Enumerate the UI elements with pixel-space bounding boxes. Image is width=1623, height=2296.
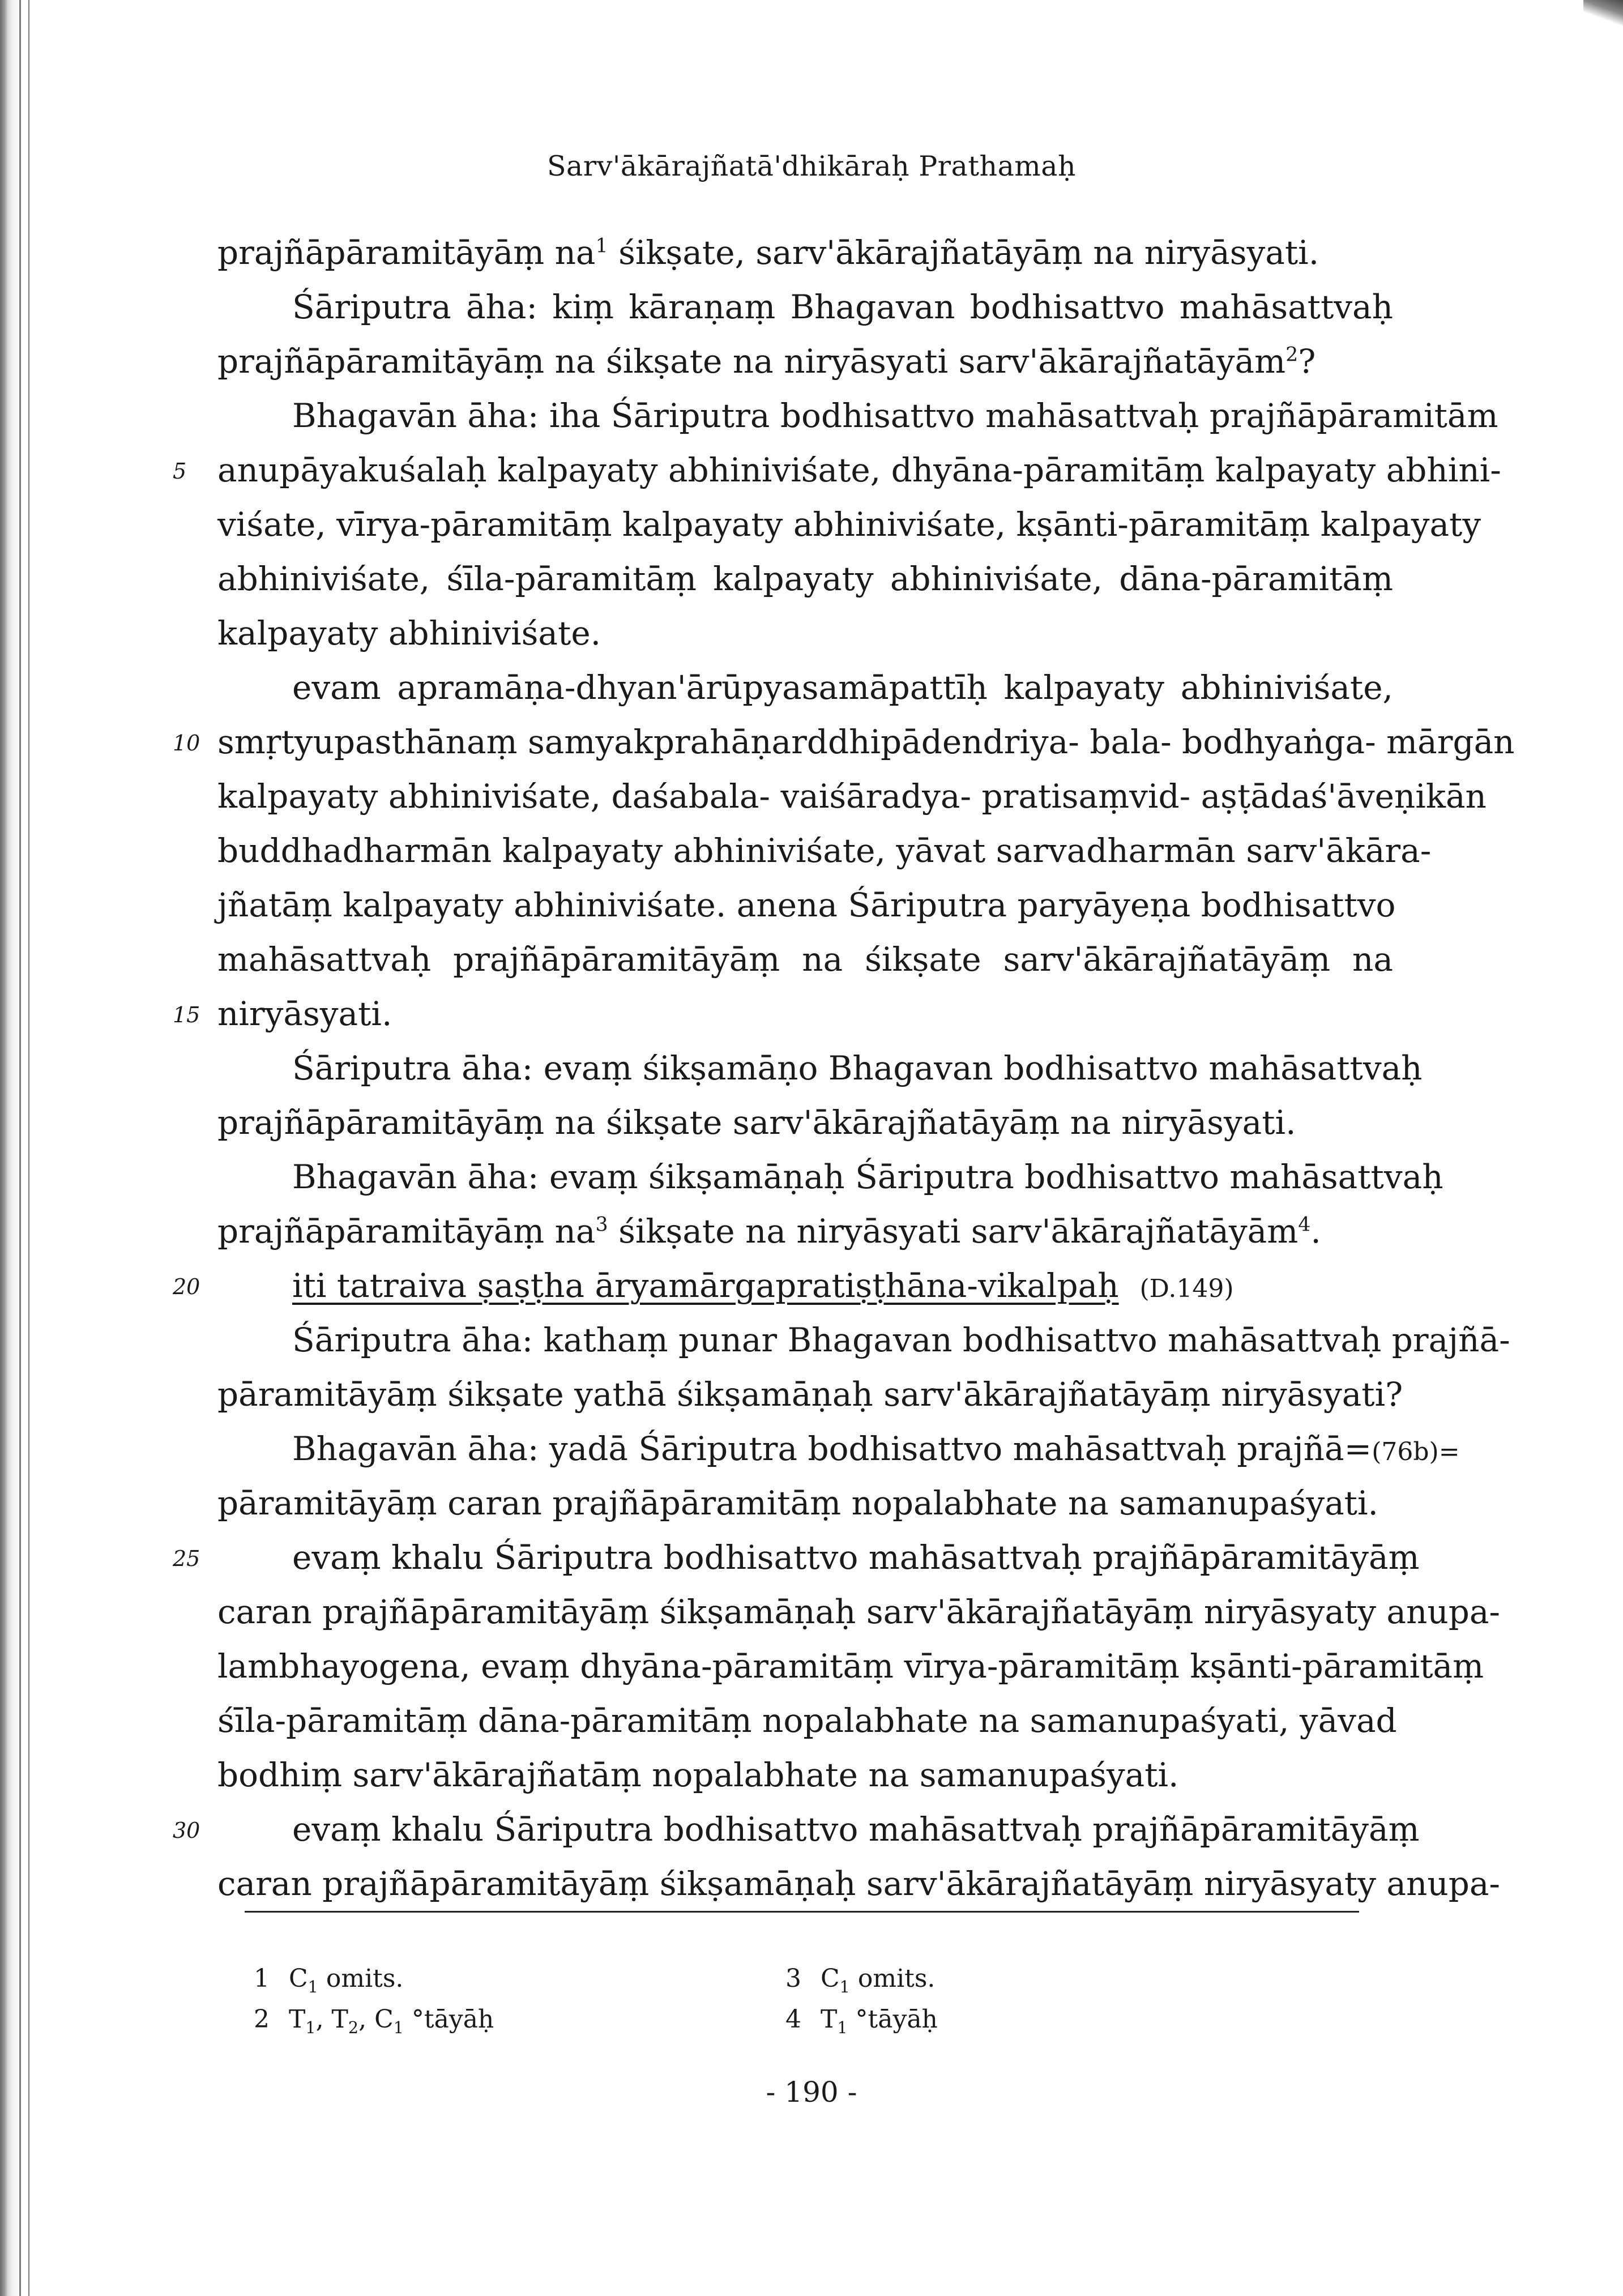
footnote: 2 $T_1$, $T_2$, $C_1$ °tāyāḥ [254,2005,494,2037]
text-line-9: evam apramāṇa-dhyan'ārūpyasamāpattīḥ kalpayaty abhiniviśate, [292,668,1393,707]
text-line-27: lambhayogena, evaṃ dhyāna-pāramitāṃ vīrya-pāramitāṃ kṣānti-pāramitāṃ [217,1647,1484,1685]
text-line-8: kalpayaty abhiniviśate. [217,614,601,652]
text-line-22: pāramitāyāṃ śikṣate yathā śikṣamāṇaḥ sarv'ākārajñatāyāṃ niryāsyati? [217,1375,1403,1414]
text-line-25: evaṃ khalu Śāriputra bodhisattvo mahāsattvaḥ prajñāpāramitāyāṃ [292,1538,1420,1577]
text-line-16: Śāriputra āha: evaṃ śikṣamāṇo Bhagavan bodhisattvo mahāsattvaḥ [292,1049,1423,1087]
colophon-line [217,1258,1393,1313]
text-line-3: prajñāpāramitāyāṃ na śikṣate na niryāsyati sarv'ākārajñatāyām$^2$? [217,342,1316,381]
text-line-1: prajñāpāramitāyāṃ $na^1$ śikṣate, sarv'ākārajñatāyāṃ na niryāsyati. [217,233,1319,272]
scan-line [19,0,21,2296]
text-line-6: viśate, vīrya-pāramitāṃ kalpayaty abhiniviśate, kṣānti-pāramitāṃ kalpayaty [217,505,1481,544]
line-number: 30 [173,1818,200,1843]
text-line-14: mahāsattvaḥ prajñāpāramitāyāṃ na śikṣate sarv'ākārajñatāyāṃ na [217,940,1393,979]
line-number: 20 [173,1274,200,1299]
text-line-18: Bhagavān āha: evaṃ śikṣamāṇaḥ Śāriputra bodhisattvo mahāsattvaḥ [292,1158,1443,1196]
text-line-17: prajñāpāramitāyāṃ na śikṣate sarv'ākārajñatāyāṃ na niryāsyati. [217,1103,1296,1142]
scan-corner-mark [1583,0,1623,34]
text-line-19: prajñāpāramitāyāṃ $na^3$ śikṣate na niryāsyati sarv'ākārajñatāyām$^4$. [217,1212,1321,1251]
line-number: 10 [173,731,200,756]
text-line-21: Śāriputra āha: kathaṃ punar Bhagavan bodhisattvo mahāsattvaḥ prajñā- [292,1321,1510,1359]
text-line-23: Bhagavān āha: yadā Śāriputra bodhisattvo mahāsattvaḥ prajñā=(76b)= [292,1429,1460,1468]
running-head: Sarv'ākārajñatā'dhikāraḥ Prathamaḥ [546,150,1077,182]
line-number: 5 [173,459,187,484]
text-line-10: smṛtyupasthānaṃ samyakprahāṇarddhipādendriya- bala- bodhyaṅga- mārgān [217,723,1515,761]
text-line-28: śīla-pāramitāṃ dāna-pāramitāṃ nopalabhate na samanupaśyati, yāvad [217,1701,1397,1740]
text-line-29: bodhiṃ sarv'ākārajñatāṃ nopalabhate na samanupaśyati. [217,1756,1179,1794]
footnote-ref: 4 [1298,1213,1311,1236]
text-line-31: caran prajñāpāramitāyāṃ śikṣamāṇaḥ sarv'ākārajñatāyāṃ niryāsyaty anupa- [217,1864,1501,1903]
text-line-11: kalpayaty abhiniviśate, daśabala- vaiśāradya- pratisaṃvid- aṣṭādaś'āveṇikān [217,777,1487,816]
footnote-rule [245,1911,1359,1913]
text-line-4: Bhagavān āha: iha Śāriputra bodhisattvo mahāsattvaḥ prajñāpāramitām [292,396,1498,435]
text-line-24: pāramitāyāṃ caran prajñāpāramitāṃ nopalabhate na samanupaśyati. [217,1484,1378,1522]
footnote-ref: 1 [595,234,608,258]
folio-reference: (76b)= [1372,1437,1460,1466]
line-number: 25 [173,1546,200,1571]
scan-line [28,0,29,2296]
text-line-7: abhiniviśate, śīla-pāramitāṃ kalpayaty abhiniviśate, dāna-pāramitāṃ [217,560,1393,598]
text-line-26: caran prajñāpāramitāyāṃ śikṣamāṇaḥ sarv'ākārajñatāyāṃ niryāsyaty anupa- [217,1593,1501,1631]
footnote: 4 $T_1$ °tāyāḥ [785,2005,938,2037]
text-line-12: buddhadharmān kalpayaty abhiniviśate, yāvat sarvadharmān sarv'ākāra- [217,831,1432,870]
text-line-5: anupāyakuśalaḥ kalpayaty abhiniviśate, dhyāna-pāramitāṃ kalpayaty abhini- [217,451,1501,489]
footnote: 3 $C_1$ omits. [785,1964,936,1996]
footnote-ref: 2 [1285,343,1299,366]
colophon-title: iti tatraiva ṣaṣṭha āryamārgapratiṣṭhāna-vikalpaḥ [292,1266,1119,1305]
text-line-13: jñatāṃ kalpayaty abhiniviśate. anena Śāriputra paryāyeṇa bodhisattvo [217,886,1396,924]
text-line-2: Śāriputra āha: kiṃ kāraṇaṃ Bhagavan bodhisattvo mahāsattvaḥ [292,288,1393,326]
folio-reference: (D.149) [1139,1274,1234,1303]
footnote: 1 $C_1$ omits. [254,1964,404,1996]
scan-shadow [0,0,51,2296]
text-line-30: evaṃ khalu Śāriputra bodhisattvo mahāsattvaḥ prajñāpāramitāyāṃ [292,1810,1420,1849]
footnote-ref: 3 [595,1213,608,1236]
text-line-15: niryāsyati. [217,995,392,1033]
line-number: 15 [173,1002,200,1027]
page-number: - 190 - [766,2076,857,2109]
